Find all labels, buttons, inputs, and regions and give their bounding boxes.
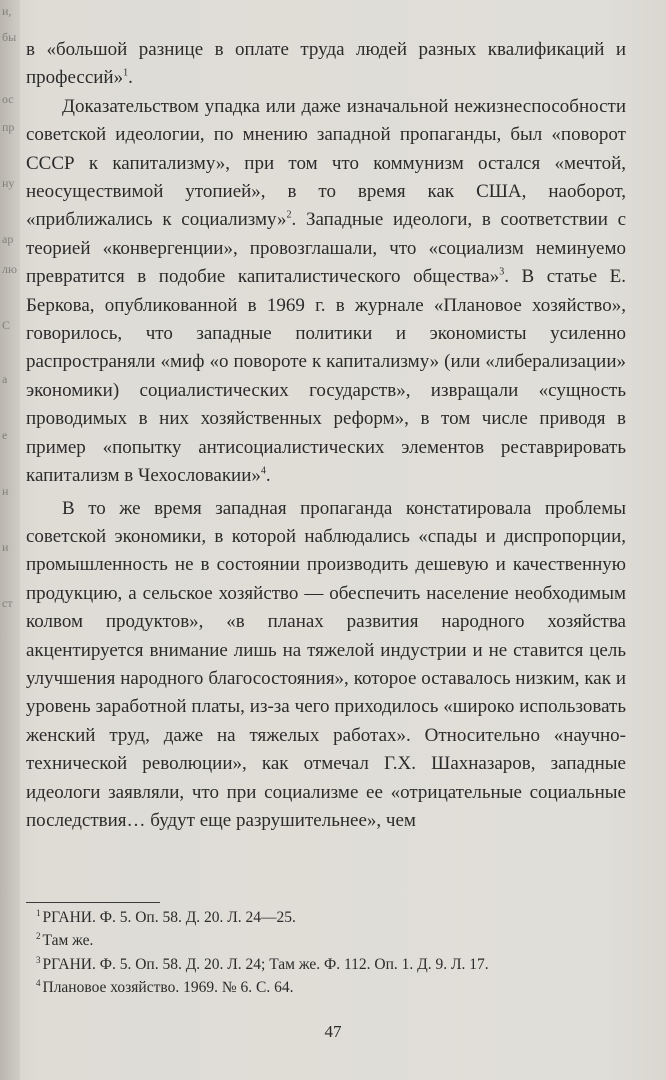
adjacent-page-edge [0,0,20,1080]
paragraph-text: . Западные идеологи, в соответствии с теорией «конвергенции», провозглашали, что «социализм неминуемо превратится в подобие капиталистического общества» [26,209,626,288]
edge-fragment: е [2,428,8,442]
footnote [36,953,626,976]
edge-fragment: и [2,540,9,554]
footnotes [36,906,626,1000]
edge-fragment: ос [2,92,14,106]
footnote-ref[interactable]: 3 [499,266,505,278]
edge-fragment: ар [2,232,14,246]
footnote-number: 1 [36,907,41,918]
footnote-text: РГАНИ. Ф. 5. Оп. 58. Д. 20. Л. 24—25. [42,909,296,926]
footnote-number: 2 [36,931,41,942]
footnote-number: 3 [36,954,41,965]
paragraph-text: . В статье Е. Беркова, опубликованной в 1969 г. в журнале «Плановое хозяйство», говорилось, что западные политики и экономисты усиленно распространяли «миф «о повороте к капитализму» (или «либерализации» экономики) социалистических государств», извращали «сущность проводимых в них хозяйственных реформ», в том числе приводя в пример «попытку антисоциалистических элементов реставрировать капитализм в Чехословакии» [26,266,627,487]
paragraph [26,93,626,491]
paragraph-text: . [128,67,133,89]
footnote-text: Плановое хозяйство. 1969. № 6. С. 64. [42,979,294,997]
footnote [36,976,626,999]
edge-fragment: С [2,318,11,332]
footnote-text: Там же. [42,932,94,950]
footnote-number: 4 [36,978,41,989]
edge-fragment: и, [2,4,12,18]
paragraph [26,36,626,93]
edge-fragment: а [2,372,8,386]
footnote-ref[interactable]: 2 [286,210,292,222]
footnote [36,929,626,952]
footnote-ref[interactable]: 1 [123,68,129,80]
edge-fragment: пр [2,120,15,134]
footnote-text: РГАНИ. Ф. 5. Оп. 58. Д. 20. Л. 24; Там же. Ф. 112. Оп. 1. Д. 9. Л. 17. [42,955,489,973]
paragraph-text: в «большой разнице в оплате труда людей разных квалификаций и профессий» [26,39,626,89]
edge-fragment: лю [2,262,17,276]
edge-fragment: ст [2,596,13,610]
paragraph-text: . [265,465,271,487]
footnote-ref[interactable]: 4 [260,465,266,477]
edge-fragment: ну [2,176,15,190]
body-text [26,36,626,835]
edge-fragment: бы [2,30,17,44]
paragraph-text: В то же время западная пропаганда констатировала проблемы советской экономики, в которой наблюдались «спады и диспропорции, промышленность не в состоянии производить дешевую и качественную продукцию, а сельское хозяйство — обеспечить население необходимым колвом продуктов», «в планах развития народного хозяйства акцентируется внимание лишь на тяжелой индустрии и не ставится цель улучшения народного благосостояния», которое оставалось низким, как и уровень заработной платы, из-за чего приходилось «широко использовать женский труд, даже на тяжелых работах». Относительно «научно-технической революции», как отмечал Г.Х. Шахназаров, западные идеологи заявляли, что при социализме ее «отрицательные социальные последствия… будут еще разрушительнее», чем [26,497,626,831]
footnote-divider [26,902,160,903]
paragraph [26,495,626,836]
paragraph-text: Доказательством упадка или даже изначальной нежизнеспособности советской идеологии, по мнению западной пропаганды, был «поворот СССР к капитализму», при том что коммунизм остался «мечтой, неосуществимой утопией», в то время как США, наоборот, «приближались к социализму» [26,95,626,231]
footnote [36,906,626,929]
page-number: 47 [324,1022,342,1041]
edge-fragment: н [2,484,9,498]
